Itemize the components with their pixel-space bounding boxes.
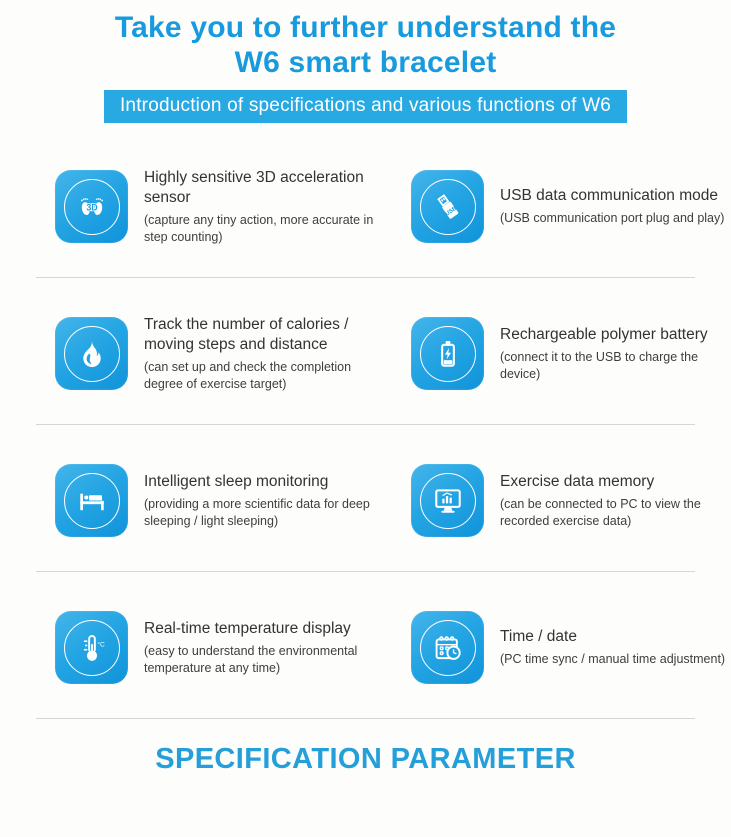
feature-temperature-display — [0, 611, 375, 684]
footprints-3d-icon — [55, 170, 128, 243]
icon-circle — [64, 326, 120, 382]
feature-text — [144, 472, 375, 530]
page-title-line1: Take you to further understand the — [114, 11, 617, 44]
feature-text — [144, 315, 375, 393]
feature-row-2 — [0, 278, 731, 412]
feature-text — [144, 619, 375, 677]
footprints-3d-label: 3D — [85, 202, 98, 213]
feature-exercise-data-memory — [375, 464, 731, 537]
feature-sleep-monitoring — [0, 464, 375, 537]
icon-circle — [420, 326, 476, 382]
feature-title: Real-time temperature display — [144, 619, 351, 637]
icon-circle — [420, 179, 476, 235]
feature-row-3 — [0, 425, 731, 559]
feature-desc: (can set up and check the completion degree of exercise target) — [144, 360, 352, 391]
feature-text — [500, 472, 731, 530]
icon-circle — [420, 473, 476, 529]
feature-time-date — [375, 611, 731, 684]
monitor-chart-icon — [411, 464, 484, 537]
banner-wrap — [0, 90, 731, 123]
feature-list — [0, 131, 731, 719]
feature-title: USB data communication mode — [500, 187, 718, 205]
battery-icon — [411, 317, 484, 390]
feature-text — [500, 325, 731, 383]
feature-calorie-tracking — [0, 315, 375, 393]
flame-icon — [55, 317, 128, 390]
specification-parameter-heading: SPECIFICATION PARAMETER — [155, 742, 576, 775]
feature-rechargeable-battery — [375, 317, 731, 390]
feature-text — [500, 627, 725, 668]
feature-3d-acceleration-sensor — [0, 168, 375, 246]
thermometer-icon — [55, 611, 128, 684]
feature-text — [144, 168, 375, 246]
feature-title: Rechargeable polymer battery — [500, 325, 708, 343]
feature-row-4 — [0, 572, 731, 706]
row-divider — [36, 718, 695, 719]
icon-circle — [64, 473, 120, 529]
icon-circle — [64, 179, 120, 235]
feature-title: Intelligent sleep monitoring — [144, 472, 329, 490]
usb-icon — [411, 170, 484, 243]
celsius-label: °C — [96, 641, 105, 649]
feature-desc: (PC time sync / manual time adjustment) — [500, 652, 726, 667]
feature-desc: (connect it to the USB to charge the device) — [500, 349, 699, 381]
feature-text — [500, 186, 724, 227]
usb-label: USB — [444, 205, 458, 218]
page-title-line2: W6 smart bracelet — [234, 46, 497, 80]
feature-usb-communication — [375, 170, 731, 243]
page-title — [0, 10, 731, 81]
icon-circle — [64, 620, 120, 676]
feature-desc: (capture any tiny action, more accurate in step counting) — [144, 213, 374, 244]
bed-icon — [55, 464, 128, 537]
section-banner: Introduction of specifications and various functions of W6 — [104, 90, 627, 123]
feature-desc: (USB communication port plug and play) — [500, 211, 725, 226]
icon-circle — [420, 620, 476, 676]
feature-desc: (providing a more scientific data for deep sleeping / light sleeping) — [144, 496, 370, 528]
feature-desc: (can be connected to PC to view the recorded exercise data) — [500, 496, 701, 528]
calendar-clock-icon — [411, 611, 484, 684]
feature-row-1 — [0, 131, 731, 265]
feature-title: Time / date — [500, 628, 577, 646]
feature-title: Exercise data memory — [500, 472, 655, 490]
feature-desc: (easy to understand the environmental temperature at any time) — [144, 643, 358, 675]
feature-title: Highly sensitive 3D acceleration sensor — [144, 168, 364, 206]
feature-title: Track the number of calories / moving steps and distance — [144, 315, 349, 353]
